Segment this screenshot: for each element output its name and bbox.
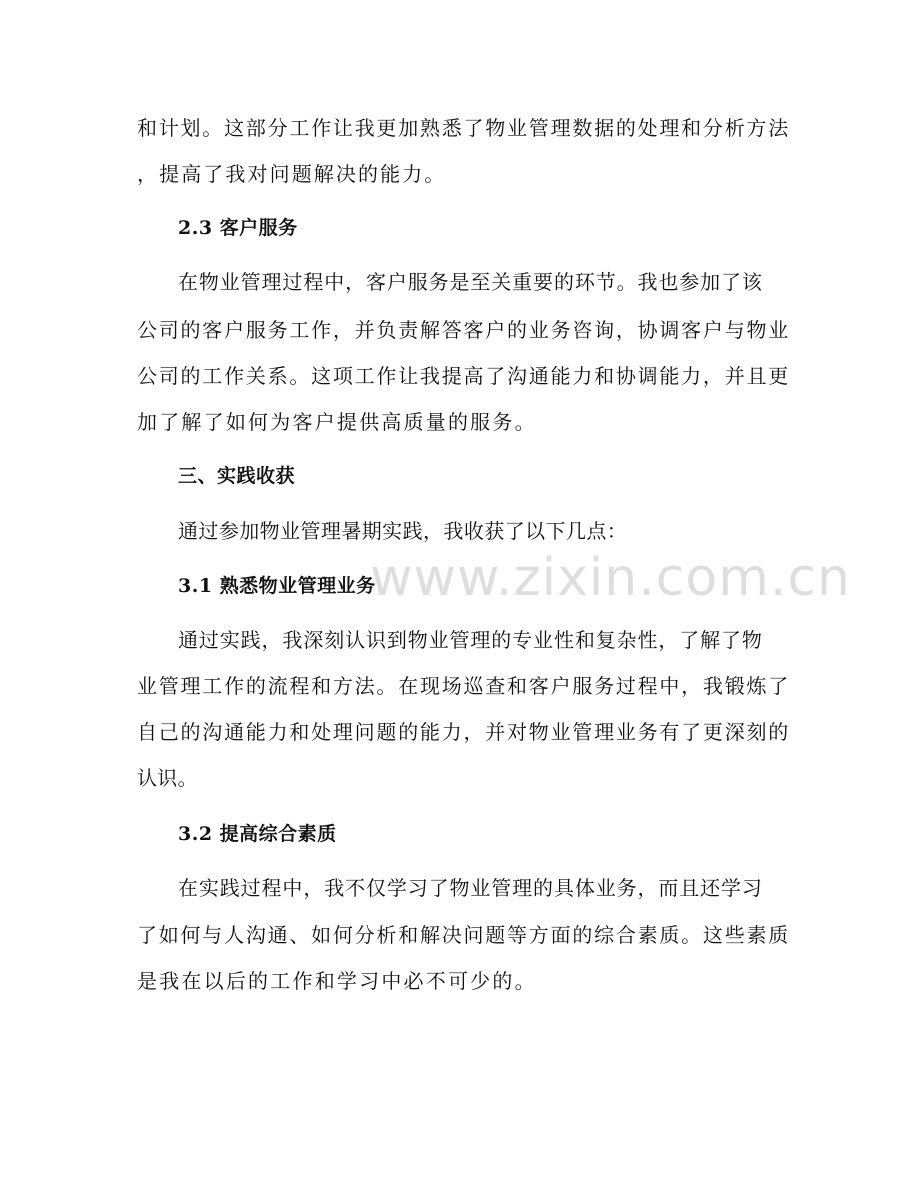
- paragraph-5-line-1: 在实践过程中，我不仅学习了物业管理的具体业务，而且还学习: [178, 876, 763, 900]
- paragraph-3: 通过参加物业管理暑期实践，我收获了以下几点：: [178, 519, 628, 543]
- paragraph-2-line-2: 公司的客户服务工作，并负责解答客户的业务咨询，协调客户与物业: [137, 318, 790, 342]
- heading-3-1: 3.1 熟悉物业管理业务: [178, 575, 376, 597]
- paragraph-5-line-3: 是我在以后的工作和学习中必不可少的。: [137, 969, 537, 993]
- paragraph-2-line-3: 公司的工作关系。这项工作让我提高了沟通能力和协调能力，并且更: [137, 364, 790, 388]
- paragraph-2-line-1: 在物业管理过程中，客户服务是至关重要的环节。我也参加了该: [178, 270, 763, 294]
- paragraph-2-line-4: 加了解了如何为客户提供高质量的服务。: [137, 410, 537, 434]
- paragraph-4-line-1: 通过实践，我深刻认识到物业管理的专业性和复杂性，了解了物: [178, 628, 763, 652]
- paragraph-1-line-1: 和计划。这部分工作让我更加熟悉了物业管理数据的处理和分析方法: [137, 116, 790, 140]
- paragraph-1-line-2: ，提高了我对问题解决的能力。: [137, 162, 447, 186]
- paragraph-4-line-2: 业管理工作的流程和方法。在现场巡查和客户服务过程中，我锻炼了: [137, 674, 790, 698]
- heading-section-3: 三、实践收获: [178, 465, 296, 487]
- paragraph-4-line-4: 认识。: [137, 766, 198, 790]
- paragraph-4-line-3: 自己的沟通能力和处理问题的能力，并对物业管理业务有了更深刻的: [137, 720, 790, 744]
- heading-3-2: 3.2 提高综合素质: [178, 823, 337, 845]
- paragraph-5-line-2: 了如何与人沟通、如何分析和解决问题等方面的综合素质。这些素质: [137, 923, 790, 947]
- watermark: www.zixin.com.cn: [370, 548, 851, 608]
- heading-2-3: 2.3 客户服务: [178, 217, 298, 239]
